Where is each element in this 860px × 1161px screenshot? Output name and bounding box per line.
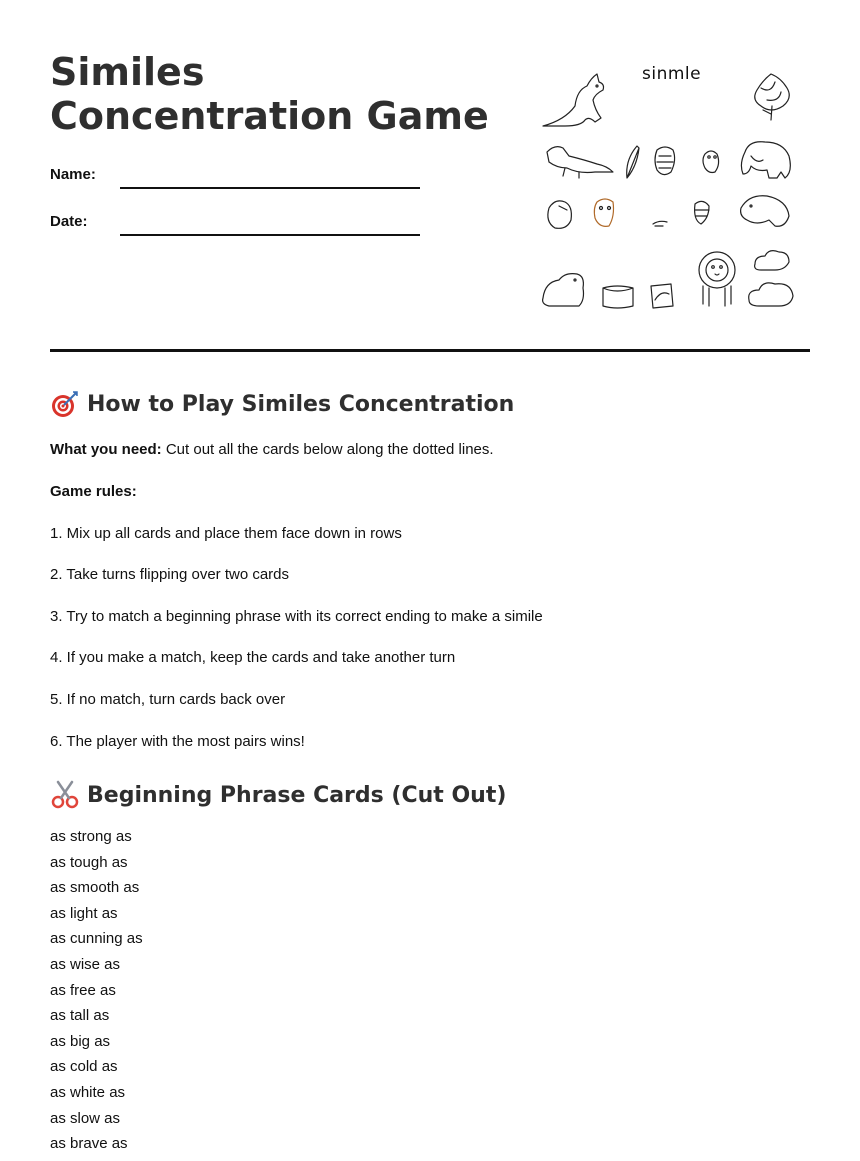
phrase-card: as white as	[50, 1083, 126, 1101]
bee-icon	[695, 201, 709, 224]
phrase-card: as light as	[50, 904, 118, 922]
zebra-icon	[655, 147, 675, 175]
date-line	[120, 234, 420, 236]
beginning-cards-heading	[50, 780, 506, 810]
phrase-card: as tough as	[50, 853, 128, 871]
phrase-card: as smooth as	[50, 879, 140, 897]
name-line	[120, 187, 420, 189]
what-you-need-line	[50, 441, 494, 458]
crocodile-icon	[547, 147, 613, 178]
game-rules-label	[50, 483, 137, 500]
date-label: Date:	[50, 213, 88, 230]
phrase-card: as cold as	[50, 1058, 118, 1076]
what-you-need-label: What you need:	[50, 441, 162, 458]
game-rules-label-text: Game rules:	[50, 483, 137, 500]
clipart-caption: sinmle	[642, 64, 702, 84]
how-to-play-heading	[50, 389, 514, 419]
name-label: Name:	[50, 166, 96, 183]
tree-icon	[755, 74, 790, 120]
owl-icon	[703, 151, 719, 173]
phrase-card: as cunning as	[50, 930, 143, 948]
animal-clipart-image	[535, 60, 805, 315]
lizard-icon	[653, 221, 667, 226]
scissors-icon	[50, 780, 80, 810]
beginning-cards-heading-text: Beginning Phrase Cards (Cut Out)	[87, 782, 507, 808]
rule-item: 2. Take turns flipping over two cards	[50, 566, 290, 583]
penguin-icon	[548, 201, 572, 228]
elephant-icon	[741, 142, 790, 178]
feather-icon	[627, 146, 639, 178]
rule-item: 1. Mix up all cards and place them face down in rows	[50, 525, 402, 542]
lion-icon	[699, 252, 735, 306]
phrase-card: as free as	[50, 981, 116, 999]
box-icon	[603, 286, 633, 308]
how-to-play-heading-text: How to Play Similes Concentration	[87, 391, 515, 417]
what-you-need-text: Cut out all the cards below along the dotted lines.	[165, 441, 494, 458]
cloud-icon	[749, 251, 793, 306]
phrase-card: as brave as	[50, 1135, 128, 1153]
notebook-icon	[651, 284, 673, 308]
dart-target-icon	[50, 389, 80, 419]
dog-icon	[543, 274, 584, 306]
phrase-card: as wise as	[50, 955, 121, 973]
rule-item: 3. Try to match a beginning phrase with its correct ending to make a simile	[50, 608, 543, 625]
phrase-card: as slow as	[50, 1109, 121, 1127]
owl-icon	[594, 199, 613, 226]
section-divider	[50, 349, 810, 352]
phrase-card: as tall as	[50, 1007, 110, 1025]
rule-item: 4. If you make a match, keep the cards and take another turn	[50, 649, 456, 666]
phrase-card: as big as	[50, 1032, 111, 1050]
beginning-phrase-list	[50, 826, 143, 1159]
kangaroo-icon	[543, 74, 604, 126]
bear-icon	[741, 196, 789, 227]
phrase-card: as strong as	[50, 828, 132, 845]
page-title: Similes Concentration Game	[50, 50, 489, 138]
rule-item: 5. If no match, turn cards back over	[50, 691, 286, 708]
rule-item: 6. The player with the most pairs wins!	[50, 733, 305, 750]
